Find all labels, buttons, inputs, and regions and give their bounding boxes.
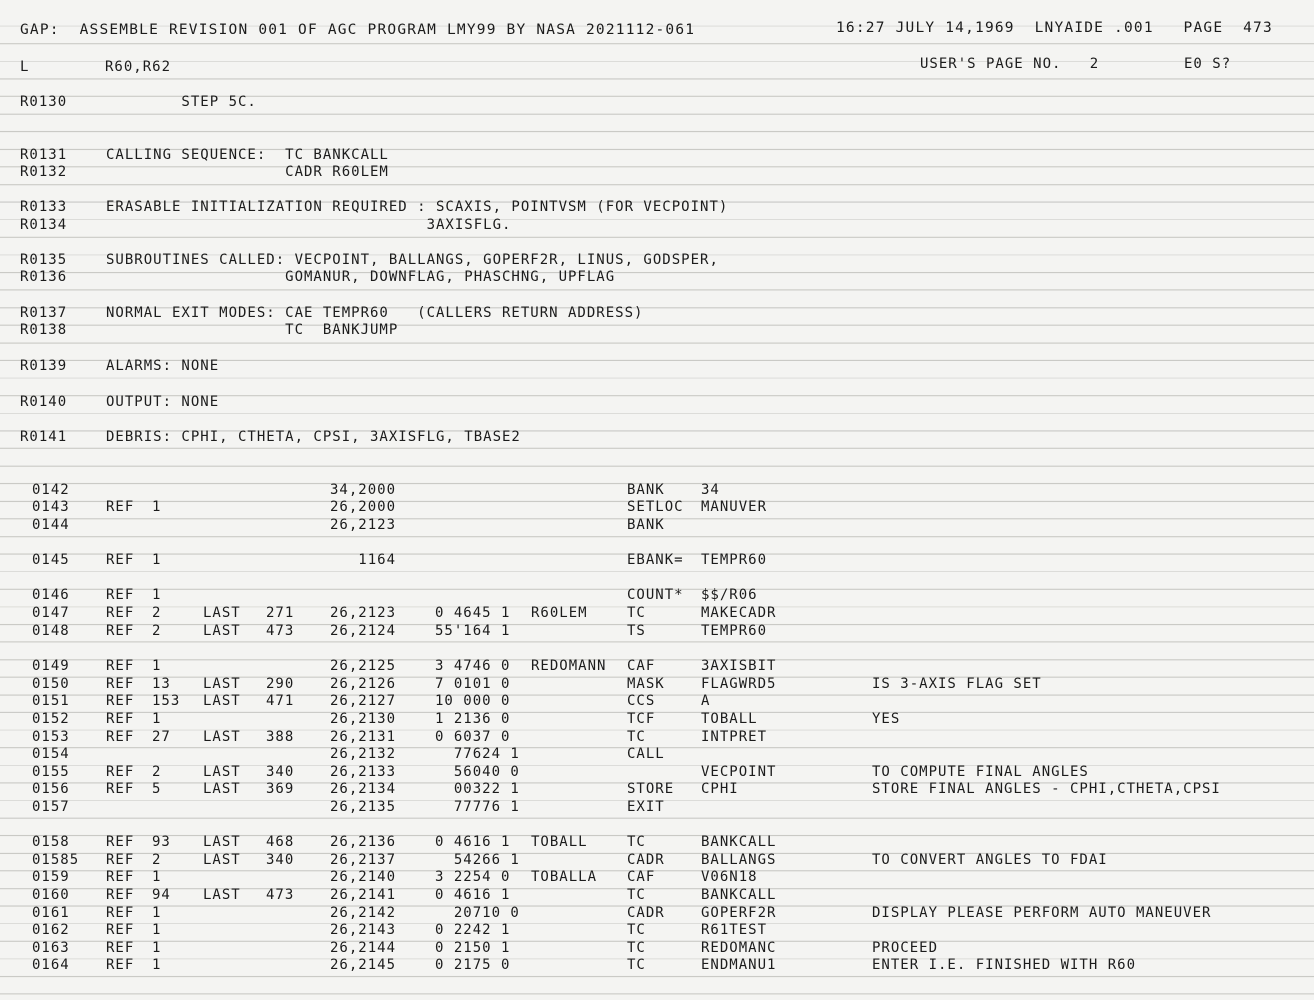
code-ref-count: 2 — [152, 605, 162, 621]
header-left: GAP: ASSEMBLE REVISION 001 OF AGC PROGRAM LMY99 BY NASA 2021112-061 — [20, 22, 696, 38]
code-ref-count: 2 — [152, 852, 162, 868]
code-ref-count: 5 — [152, 781, 162, 797]
code-comment: YES — [872, 711, 901, 727]
code-ref: REF — [106, 711, 135, 727]
code-ref: REF — [106, 905, 135, 921]
header-right: 16:27 JULY 14,1969 LNYAIDE .001 PAGE 473 — [836, 20, 1273, 36]
comment-line-number: R0130 — [20, 94, 68, 110]
code-opcode: SETLOC — [627, 499, 684, 515]
code-comment: PROCEED — [872, 940, 939, 956]
code-operand: VECPOINT — [701, 764, 777, 780]
code-label: R60LEM — [531, 605, 588, 621]
code-ref-count: 1 — [152, 922, 162, 938]
code-ref-count: 153 — [152, 693, 181, 709]
comment-text: 3AXISFLG. — [106, 217, 512, 233]
code-octal-word: 55'164 1 — [435, 623, 511, 639]
comment-text: SUBROUTINES CALLED: VECPOINT, BALLANGS, GOPERF2R, LINUS, GODSPER, — [106, 252, 719, 268]
code-last: LAST — [203, 852, 241, 868]
subheader-right: USER'S PAGE NO. 2 E0 S? — [920, 56, 1232, 72]
code-operand: MANUVER — [701, 499, 768, 515]
code-last-page: 471 — [266, 693, 295, 709]
code-ref: REF — [106, 869, 135, 885]
code-ref: REF — [106, 693, 135, 709]
code-last-page: 369 — [266, 781, 295, 797]
code-opcode: TC — [627, 834, 646, 850]
code-line-number: 0149 — [32, 658, 70, 674]
code-address: 26,2133 — [330, 764, 397, 780]
code-last: LAST — [203, 834, 241, 850]
code-operand: INTPRET — [701, 729, 768, 745]
code-address: 26,2137 — [330, 852, 397, 868]
code-ref: REF — [106, 623, 135, 639]
code-opcode: TCF — [627, 711, 656, 727]
code-opcode: MASK — [627, 676, 665, 692]
code-operand: BANKCALL — [701, 834, 777, 850]
code-last: LAST — [203, 693, 241, 709]
code-last: LAST — [203, 676, 241, 692]
code-ref-count: 1 — [152, 499, 162, 515]
code-address: 26,2130 — [330, 711, 397, 727]
code-opcode: TC — [627, 887, 646, 903]
code-label: REDOMANN — [531, 658, 607, 674]
code-address: 26,2143 — [330, 922, 397, 938]
code-operand: V06N18 — [701, 869, 758, 885]
code-label: TOBALL — [531, 834, 588, 850]
code-ref: REF — [106, 781, 135, 797]
code-line-number: 0163 — [32, 940, 70, 956]
code-octal-word: 7 0101 0 — [435, 676, 511, 692]
code-opcode: TC — [627, 605, 646, 621]
code-last: LAST — [203, 729, 241, 745]
code-octal-word: 3 2254 0 — [435, 869, 511, 885]
code-opcode: EBANK= — [627, 552, 684, 568]
code-operand: CPHI — [701, 781, 739, 797]
code-ref: REF — [106, 729, 135, 745]
code-ref: REF — [106, 957, 135, 973]
code-operand: 3AXISBIT — [701, 658, 777, 674]
code-octal-word: 20710 0 — [435, 905, 520, 921]
code-ref: REF — [106, 887, 135, 903]
code-operand: 34 — [701, 482, 720, 498]
code-ref-count: 2 — [152, 623, 162, 639]
code-line-number: 0150 — [32, 676, 70, 692]
comment-line-number: R0136 — [20, 269, 68, 285]
code-comment: TO CONVERT ANGLES TO FDAI — [872, 852, 1108, 868]
code-opcode: CAF — [627, 869, 656, 885]
code-address: 26,2142 — [330, 905, 397, 921]
code-ref: REF — [106, 834, 135, 850]
code-address: 26,2144 — [330, 940, 397, 956]
code-line-number: 01585 — [32, 852, 80, 868]
code-octal-word: 0 4645 1 — [435, 605, 511, 621]
code-octal-word: 1 2136 0 — [435, 711, 511, 727]
code-opcode: CADR — [627, 905, 665, 921]
code-octal-word: 0 2150 1 — [435, 940, 511, 956]
code-address: 26,2126 — [330, 676, 397, 692]
code-address: 26,2123 — [330, 517, 397, 533]
code-opcode: CAF — [627, 658, 656, 674]
code-address: 26,2123 — [330, 605, 397, 621]
code-line-number: 0147 — [32, 605, 70, 621]
comment-line-number: R0133 — [20, 199, 68, 215]
code-opcode: TC — [627, 957, 646, 973]
subheader-routine: R60,R62 — [105, 59, 172, 75]
code-opcode: TC — [627, 729, 646, 745]
code-address: 26,2145 — [330, 957, 397, 973]
code-ref-count: 1 — [152, 957, 162, 973]
code-last: LAST — [203, 605, 241, 621]
code-octal-word: 3 4746 0 — [435, 658, 511, 674]
code-last-page: 290 — [266, 676, 295, 692]
code-opcode: COUNT* — [627, 587, 684, 603]
code-last-page: 340 — [266, 764, 295, 780]
code-octal-word: 0 6037 0 — [435, 729, 511, 745]
code-comment: TO COMPUTE FINAL ANGLES — [872, 764, 1089, 780]
code-last-page: 388 — [266, 729, 295, 745]
code-operand: BANKCALL — [701, 887, 777, 903]
code-last-page: 468 — [266, 834, 295, 850]
code-line-number: 0155 — [32, 764, 70, 780]
code-address: 26,2000 — [330, 499, 397, 515]
code-address: 26,2135 — [330, 799, 397, 815]
code-opcode: CCS — [627, 693, 656, 709]
comment-line-number: R0137 — [20, 305, 68, 321]
code-opcode: TC — [627, 922, 646, 938]
code-octal-word: 0 2175 0 — [435, 957, 511, 973]
subheader-col1: L — [20, 59, 30, 75]
code-last: LAST — [203, 623, 241, 639]
code-opcode: BANK — [627, 517, 665, 533]
code-line-number: 0158 — [32, 834, 70, 850]
code-operand: A — [701, 693, 711, 709]
code-last-page: 473 — [266, 887, 295, 903]
code-address: 26,2134 — [330, 781, 397, 797]
code-ref: REF — [106, 587, 135, 603]
code-ref: REF — [106, 676, 135, 692]
code-ref: REF — [106, 940, 135, 956]
code-address: 26,2131 — [330, 729, 397, 745]
code-ref-count: 2 — [152, 764, 162, 780]
code-ref-count: 1 — [152, 940, 162, 956]
code-octal-word: 10 000 0 — [435, 693, 511, 709]
code-label: TOBALLA — [531, 869, 598, 885]
code-operand: TEMPR60 — [701, 623, 768, 639]
code-octal-word: 00322 1 — [435, 781, 520, 797]
comment-text: CALLING SEQUENCE: TC BANKCALL — [106, 147, 389, 163]
comment-line-number: R0134 — [20, 217, 68, 233]
code-address: 26,2136 — [330, 834, 397, 850]
code-line-number: 0148 — [32, 623, 70, 639]
code-line-number: 0142 — [32, 482, 70, 498]
code-ref-count: 1 — [152, 658, 162, 674]
code-address: 26,2124 — [330, 623, 397, 639]
code-operand: $$/R06 — [701, 587, 758, 603]
code-operand: TEMPR60 — [701, 552, 768, 568]
code-ref: REF — [106, 605, 135, 621]
code-ref-count: 94 — [152, 887, 171, 903]
code-line-number: 0156 — [32, 781, 70, 797]
code-line-number: 0162 — [32, 922, 70, 938]
code-octal-word: 0 2242 1 — [435, 922, 511, 938]
code-line-number: 0164 — [32, 957, 70, 973]
code-line-number: 0154 — [32, 746, 70, 762]
code-line-number: 0151 — [32, 693, 70, 709]
comment-text: NORMAL EXIT MODES: CAE TEMPR60 (CALLERS RETURN ADDRESS) — [106, 305, 644, 321]
code-last-page: 271 — [266, 605, 295, 621]
code-address: 26,2140 — [330, 869, 397, 885]
code-octal-word: 0 4616 1 — [435, 887, 511, 903]
code-line-number: 0144 — [32, 517, 70, 533]
code-opcode: CALL — [627, 746, 665, 762]
code-address: 26,2127 — [330, 693, 397, 709]
code-octal-word: 56040 0 — [435, 764, 520, 780]
code-operand: REDOMANC — [701, 940, 777, 956]
code-last-page: 340 — [266, 852, 295, 868]
code-opcode: STORE — [627, 781, 675, 797]
code-ref-count: 1 — [152, 869, 162, 885]
code-octal-word: 77624 1 — [435, 746, 520, 762]
code-address: 26,2132 — [330, 746, 397, 762]
code-comment: STORE FINAL ANGLES - CPHI,CTHETA,CPSI — [872, 781, 1221, 797]
code-opcode: TC — [627, 940, 646, 956]
code-operand: ENDMANU1 — [701, 957, 777, 973]
code-octal-word: 54266 1 — [435, 852, 520, 868]
code-line-number: 0146 — [32, 587, 70, 603]
code-ref-count: 93 — [152, 834, 171, 850]
code-opcode: TS — [627, 623, 646, 639]
code-line-number: 0145 — [32, 552, 70, 568]
comment-line-number: R0138 — [20, 322, 68, 338]
code-operand: MAKECADR — [701, 605, 777, 621]
code-opcode: CADR — [627, 852, 665, 868]
comment-text: ERASABLE INITIALIZATION REQUIRED : SCAXIS, POINTVSM (FOR VECPOINT) — [106, 199, 729, 215]
code-operand: GOPERF2R — [701, 905, 777, 921]
comment-text: OUTPUT: NONE — [106, 394, 220, 410]
code-ref-count: 1 — [152, 552, 162, 568]
comment-line-number: R0140 — [20, 394, 68, 410]
code-opcode: BANK — [627, 482, 665, 498]
code-octal-word: 77776 1 — [435, 799, 520, 815]
code-line-number: 0157 — [32, 799, 70, 815]
code-ref: REF — [106, 852, 135, 868]
code-ref: REF — [106, 658, 135, 674]
code-comment: IS 3-AXIS FLAG SET — [872, 676, 1042, 692]
code-last: LAST — [203, 764, 241, 780]
code-last: LAST — [203, 781, 241, 797]
code-operand: TOBALL — [701, 711, 758, 727]
comment-line-number: R0141 — [20, 429, 68, 445]
comment-text: STEP 5C. — [106, 94, 257, 110]
comment-line-number: R0139 — [20, 358, 68, 374]
code-ref-count: 13 — [152, 676, 171, 692]
code-operand: FLAGWRD5 — [701, 676, 777, 692]
comment-text: TC BANKJUMP — [106, 322, 399, 338]
code-ref: REF — [106, 764, 135, 780]
code-opcode: EXIT — [627, 799, 665, 815]
code-ref-count: 1 — [152, 711, 162, 727]
code-line-number: 0153 — [32, 729, 70, 745]
code-ref: REF — [106, 922, 135, 938]
comment-line-number: R0132 — [20, 164, 68, 180]
comment-text: CADR R60LEM — [106, 164, 389, 180]
code-address: 34,2000 — [330, 482, 397, 498]
comment-text: ALARMS: NONE — [106, 358, 220, 374]
code-ref-count: 1 — [152, 587, 162, 603]
code-address: 1164 — [330, 552, 397, 568]
comment-text: GOMANUR, DOWNFLAG, PHASCHNG, UPFLAG — [106, 269, 616, 285]
code-line-number: 0160 — [32, 887, 70, 903]
code-operand: R61TEST — [701, 922, 768, 938]
code-address: 26,2141 — [330, 887, 397, 903]
code-octal-word: 0 4616 1 — [435, 834, 511, 850]
code-line-number: 0159 — [32, 869, 70, 885]
comment-text: DEBRIS: CPHI, CTHETA, CPSI, 3AXISFLG, TBASE2 — [106, 429, 521, 445]
comment-line-number: R0131 — [20, 147, 68, 163]
code-operand: BALLANGS — [701, 852, 777, 868]
code-ref-count: 27 — [152, 729, 171, 745]
code-ref-count: 1 — [152, 905, 162, 921]
code-address: 26,2125 — [330, 658, 397, 674]
code-ref: REF — [106, 552, 135, 568]
code-comment: DISPLAY PLEASE PERFORM AUTO MANEUVER — [872, 905, 1212, 921]
code-line-number: 0161 — [32, 905, 70, 921]
code-ref: REF — [106, 499, 135, 515]
code-comment: ENTER I.E. FINISHED WITH R60 — [872, 957, 1137, 973]
code-line-number: 0143 — [32, 499, 70, 515]
code-last: LAST — [203, 887, 241, 903]
comment-line-number: R0135 — [20, 252, 68, 268]
code-line-number: 0152 — [32, 711, 70, 727]
code-last-page: 473 — [266, 623, 295, 639]
